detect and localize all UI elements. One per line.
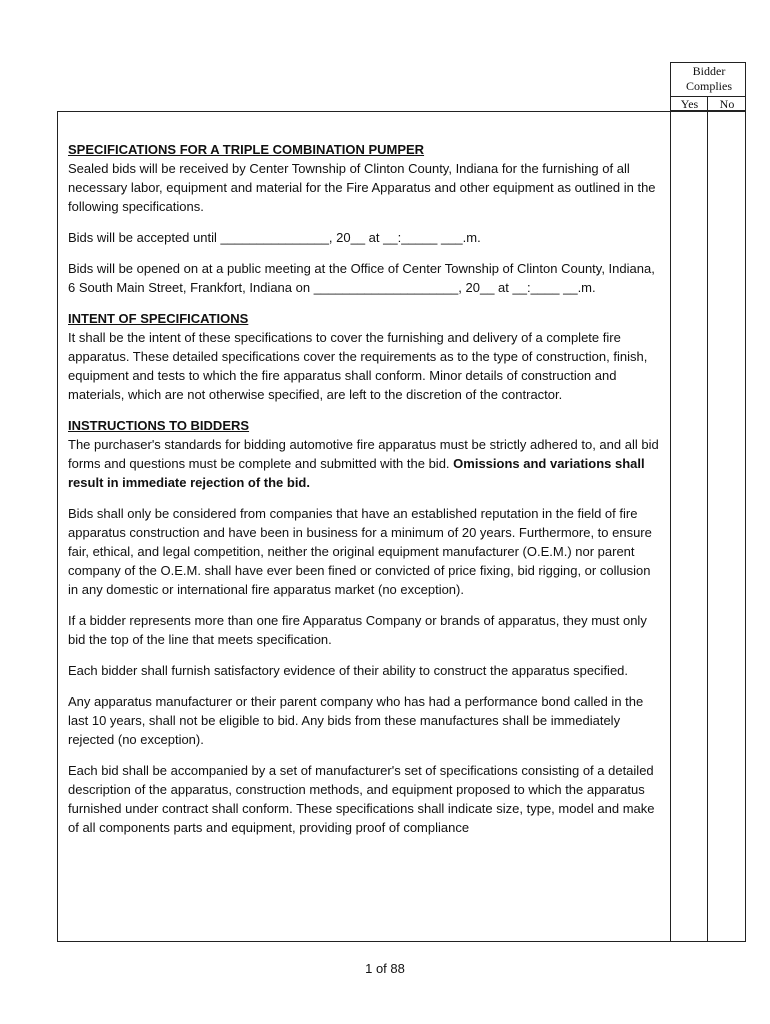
header-title-line1: Bidder — [692, 64, 726, 78]
instructions-heading: INSTRUCTIONS TO BIDDERS — [68, 418, 250, 433]
spec-intro-paragraph — [68, 140, 664, 216]
brands-paragraph: If a bidder represents more than one fire Apparatus Company or brands of apparatus, they must only bid the top of the line that meets specification. — [68, 613, 647, 647]
yes-column-left-border — [670, 111, 671, 942]
specs-set-paragraph: Each bid shall be accompanied by a set of manufacturer's set of specifications consisting of a detailed description of the apparatus, construction methods, and equipment proposed to which the apparatus furnished under contract shall conform. These specifications shall indicate size, type, model and make of all components parts and equipment, providing proof of compliance — [68, 763, 655, 835]
bidder-complies-header — [670, 62, 746, 111]
column-no-label: No — [719, 97, 735, 111]
spec-intro-text: Sealed bids will be received by Center Township of Clinton County, Indiana for the furnishing of all necessary labor, equipment and material for the Fire Apparatus and other equipment as outlined in the following specifications. — [68, 161, 656, 214]
frame-right-border — [745, 111, 746, 942]
bids-accepted-paragraph: Bids will be accepted until _______________, 20__ at __:_____ ___.m. — [68, 230, 481, 245]
bond-paragraph: Any apparatus manufacturer or their parent company who has had a performance bond called in the last 10 years, shall not be eligible to bid. Any bids from these manufactures shall be immediately rejected (no exception). — [68, 694, 644, 747]
evidence-paragraph: Each bidder shall furnish satisfactory evidence of their ability to construct the apparatus specified. — [68, 663, 629, 678]
column-yes-label: Yes — [680, 97, 699, 111]
intent-heading: INTENT OF SPECIFICATIONS — [68, 311, 249, 326]
page-number: 1 of 88 — [365, 961, 405, 976]
bids-opened-paragraph: Bids will be opened on at a public meeting at the Office of Center Township of Clinton County, Indiana, 6 South Main Street, Frankfort, Indiana on ____________________, 20__ at __:____ __.m. — [68, 261, 655, 295]
intent-text: It shall be the intent of these specifications to cover the furnishing and delivery of a complete fire apparatus. These detailed specifications cover the requirements as to the type of construction, finish, equipment and tests to which the fire apparatus shall conform. Minor details of construction and materials, which are not otherwise specified, are left to the discretion of the contractor. — [68, 330, 648, 402]
frame-top-border — [57, 111, 746, 112]
specification-text — [68, 140, 664, 849]
intent-paragraph — [68, 309, 664, 404]
instructions-bold-text: Omissions and variations shall result in immediate rejection of the bid. — [68, 456, 645, 490]
reputation-paragraph: Bids shall only be considered from companies that have an established reputation in the field of fire apparatus construction and have been in business for a minimum of 20 years. Furthermore, to ensure fair, ethical, and legal competition, neither the original equipment manufacturer (O.E.M.) nor parent company of the O.E.M. shall have ever been fined or convicted of price fixing, bid rigging, or collusion in any domestic or international fire apparatus market (no exception). — [68, 506, 652, 597]
header-title-line2: Complies — [685, 79, 732, 93]
no-column-left-border — [707, 111, 708, 942]
spec-title: SPECIFICATIONS FOR A TRIPLE COMBINATION PUMPER — [68, 142, 425, 157]
instructions-text: The purchaser's standards for bidding automotive fire apparatus must be strictly adhered to, and all bid forms and questions must be complete and submitted with the bid. — [68, 437, 659, 471]
bidder-complies-title — [671, 64, 747, 94]
instructions-paragraph — [68, 416, 664, 492]
frame-left-border — [57, 111, 58, 942]
frame-bottom-border — [57, 941, 746, 942]
